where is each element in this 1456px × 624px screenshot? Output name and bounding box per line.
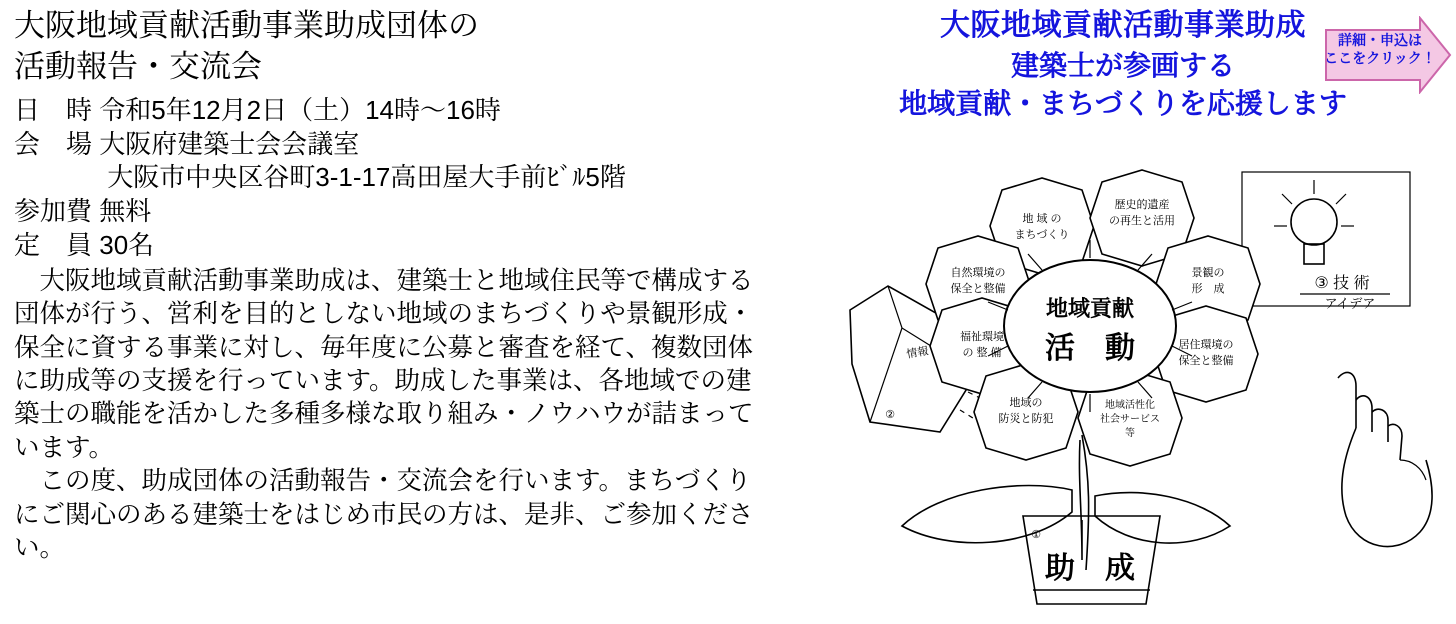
body-paragraph-1: 大阪地域貢献活動事業助成は、建築士と地域住民等で構成する団体が行う、営利を目的としない地域のまちづくりや景観形成・保全に資する事業に対し、毎年度に公募と審査を経て、複数団体に助成等の支援を行っています。助成した事業は、各地域での建築士の職能を活かした多種多様な取り組み・ノウハウが詰まっています。 [14, 266, 754, 462]
info-row-capacity [14, 229, 774, 263]
petal-kasseika-l2: 社会サービス [1100, 414, 1160, 425]
petal-machizukuri-l2: まちづくり [1014, 229, 1070, 241]
petal-kasseika-l1: 地域活性化 [1105, 400, 1155, 411]
petal-bosai-l1: 地域の [1009, 397, 1043, 409]
diagram-svg [790, 160, 1456, 622]
petal-fukushi-l1: 福祉環境 [960, 331, 1004, 343]
info-value-datetime: 令和5年12月2日（土）14時〜16時 [99, 94, 501, 125]
click-here-line-1: 詳細・申込は [1338, 32, 1422, 48]
headline-line-2: 建築士が参画する [1010, 49, 1235, 81]
gijutsu-text: ③ 技 術 [1314, 275, 1370, 292]
left-text-column [14, 6, 774, 565]
info-label-fee: 参加費 [14, 196, 93, 227]
petal-keikan-l2: 形 成 [1191, 283, 1225, 295]
petal-fukushi-l2: の 整 備 [962, 347, 1002, 359]
info-value-address: 大阪市中央区谷町3-1-17高田屋大手前ﾋﾞﾙ5階 [107, 162, 626, 193]
petal-kyoju-l1: 居住環境の [1178, 339, 1234, 351]
body-text [14, 265, 774, 566]
event-info-block [14, 94, 774, 263]
page-title-line-1: 大阪地域貢献活動事業助成団体の [14, 8, 479, 43]
info-label-capacity: 定 員 [14, 230, 93, 260]
joho-text: 情報 [905, 345, 930, 361]
petal-shizen-l2: 保全と整備 [950, 283, 1006, 295]
info-label-venue: 会 場 [14, 128, 93, 159]
joho-marker: ② [885, 409, 895, 421]
petal-keikan-l1: 景観の [1191, 267, 1225, 279]
click-here-label [1324, 32, 1436, 67]
petal-rekishi-l2: の再生と活用 [1109, 215, 1175, 227]
info-value-capacity: 30名 [99, 230, 155, 260]
flower-diagram [790, 160, 1456, 622]
info-value-venue: 大阪府建築士会会議室 [99, 128, 360, 159]
idea-text: アイデア [1324, 296, 1376, 311]
petal-machizukuri-l1: 地 域 の [1022, 213, 1062, 225]
click-here-line-2: ここをクリック！ [1324, 49, 1436, 66]
center-line-1: 地域貢献 [1045, 296, 1135, 321]
josei-text: 助 成 [1045, 552, 1135, 585]
page-title-line-2: 活動報告・交流会 [14, 48, 262, 84]
page-title [14, 6, 774, 88]
headline-line-1: 大阪地域貢献活動事業助成 [940, 9, 1306, 42]
josei-marker: ① [1031, 529, 1041, 541]
right-graphic-column [790, 0, 1456, 624]
info-value-fee: 無料 [99, 196, 152, 227]
click-here-banner[interactable] [1320, 16, 1452, 94]
petal-rekishi-l1: 歴史的遺産 [1114, 199, 1170, 211]
center-line-2: 活 動 [1045, 332, 1135, 365]
petal-kasseika-l3: 等 [1125, 428, 1135, 439]
petal-kyoju-l2: 保全と整備 [1178, 355, 1234, 367]
info-row-fee [14, 195, 774, 229]
pointing-hand-icon [1338, 372, 1432, 546]
body-paragraph-2: この度、助成団体の活動報告・交流会を行います。まちづくりにご関心のある建築士をはじめ市民の方は、是非、ご参加ください。 [14, 467, 754, 562]
label-gijutsu-bulb [1242, 172, 1410, 311]
headline-line-3: 地域貢献・まちづくりを応援します [899, 87, 1347, 119]
info-row-datetime [14, 94, 774, 128]
info-row-venue [14, 128, 774, 162]
petal-bosai-l2: 防災と防犯 [998, 413, 1054, 425]
info-label-datetime: 日 時 [14, 94, 93, 125]
info-row-address [14, 161, 774, 195]
petal-shizen-l1: 自然環境の [950, 267, 1006, 279]
